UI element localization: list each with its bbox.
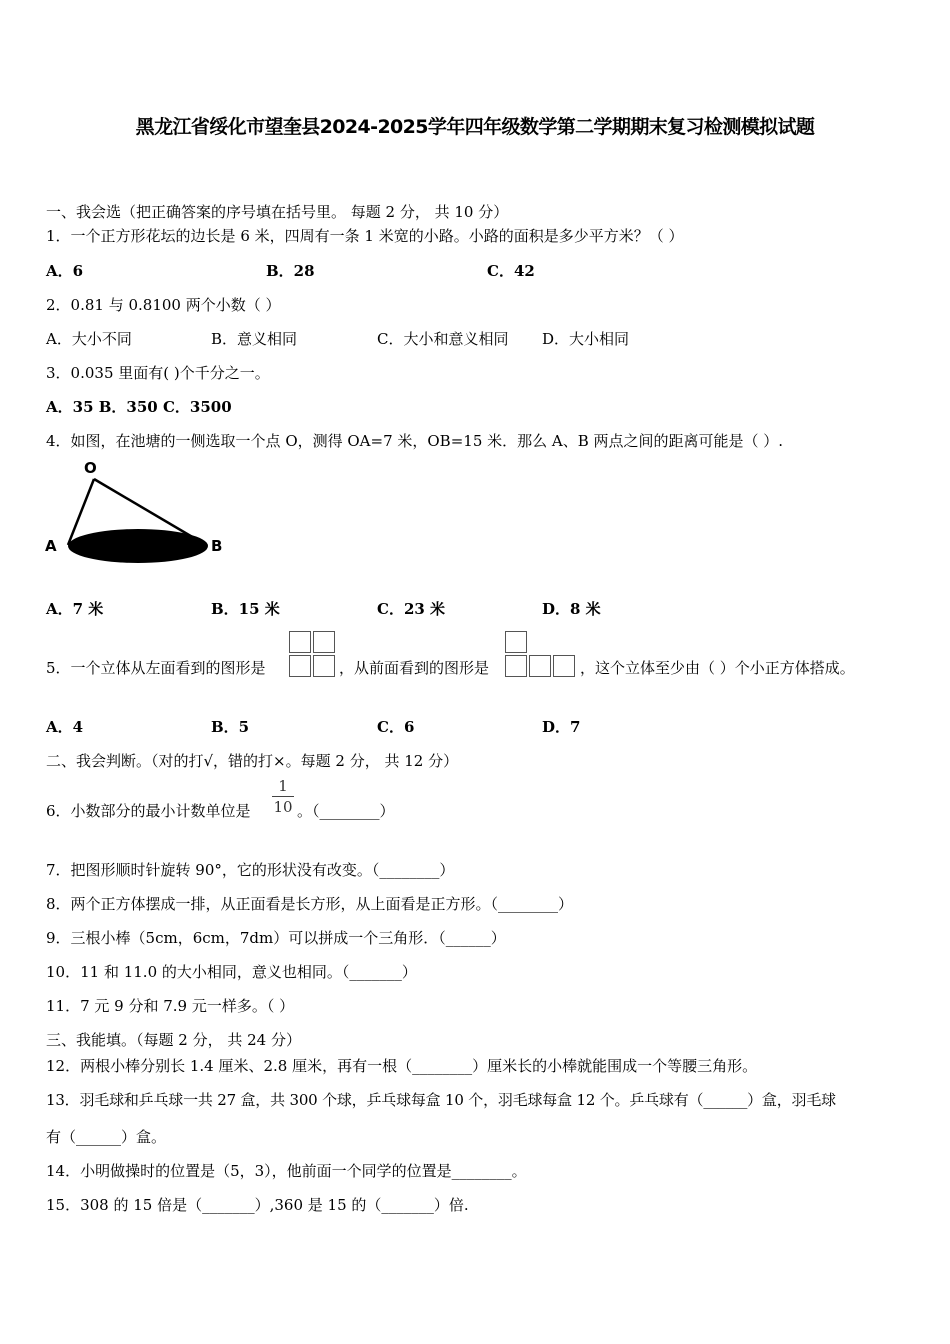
front-view-figure [505, 631, 579, 679]
q1-option-b: B．28 [266, 262, 315, 280]
section2-heading: 二、我会判断。（对的打√，错的打×。每题 2 分， 共 12 分） [46, 752, 459, 770]
point-b-label: B [211, 537, 223, 555]
q1-option-c: C．42 [487, 262, 535, 280]
q6-stem-part1: 6．小数部分的最小计数单位是 [46, 802, 251, 820]
q9-stem: 9．三根小棒（5cm，6cm，7dm）可以拼成一个三角形．（______） [46, 929, 506, 947]
q2-option-b: B．意义相同 [211, 330, 298, 348]
q5-option-d: D．7 [542, 718, 581, 736]
q3-options: A．35 B．350 C．3500 [46, 398, 232, 416]
q5-option-b: B．5 [211, 718, 250, 736]
cube-cell [289, 631, 311, 653]
cube-cell [505, 631, 527, 653]
q4-option-a: A．7 米 [46, 600, 104, 618]
q4-stem: 4．如图，在池塘的一侧选取一个点 O，测得 OA=7 米，OB=15 米．那么 A、B 两点之间的距离可能是（ ）. [46, 432, 784, 450]
fraction-numerator: 1 [278, 777, 288, 795]
q8-stem: 8．两个正方体摆成一排，从正面看是长方形，从上面看是正方形。（________） [46, 895, 574, 913]
q4-option-d: D．8 米 [542, 600, 601, 618]
point-o-label: O [84, 459, 97, 477]
cube-cell [553, 655, 575, 677]
section1-heading: 一、我会选（把正确答案的序号填在括号里。 每题 2 分， 共 10 分） [46, 203, 509, 221]
q10-stem: 10．11 和 11.0 的大小相同，意义也相同。（_______） [46, 963, 417, 981]
q2-option-a: A．大小不同 [46, 330, 132, 348]
fraction-denominator: 10 [273, 798, 293, 816]
left-view-figure [289, 631, 337, 679]
q4-option-c: C．23 米 [377, 600, 446, 618]
q5-option-c: C．6 [377, 718, 415, 736]
q1-option-a: A．6 [46, 262, 84, 280]
point-a-label: A [45, 537, 57, 555]
q5-stem-part3: ，这个立体至少由（ ）个小正方体搭成。 [580, 659, 855, 677]
q5-stem-part1: 5．一个立体从左面看到的图形是 [46, 659, 266, 677]
fraction-bar [272, 796, 294, 797]
cube-cell [505, 655, 527, 677]
cube-cell [313, 631, 335, 653]
q15-stem: 15．308 的 15 倍是（_______）,360 是 15 的（_______）倍. [46, 1196, 469, 1214]
q13-stem-line1: 13．羽毛球和乒乓球一共 27 盒，共 300 个球，乒乓球每盒 10 个，羽毛球每盒 12 个。乒乓球有（______）盒，羽毛球 [46, 1091, 836, 1109]
q1-stem: 1．一个正方形花坛的边长是 6 米，四周有一条 1 米宽的小路。小路的面积是多少平方米？（ ） [46, 227, 684, 245]
q7-stem: 7．把图形顺时针旋转 90°，它的形状没有改变。（________） [46, 861, 455, 879]
q5-option-a: A．4 [46, 718, 84, 736]
q3-stem: 3．0.035 里面有( )个千分之一。 [46, 364, 270, 382]
pond-figure [40, 455, 240, 565]
cube-cell [529, 655, 551, 677]
q2-stem: 2．0.81 与 0.8100 两个小数（ ） [46, 296, 281, 314]
q11-stem: 11．7 元 9 分和 7.9 元一样多。（ ） [46, 997, 295, 1015]
q2-option-c: C．大小和意义相同 [377, 330, 509, 348]
q14-stem: 14．小明做操时的位置是（5，3），他前面一个同学的位置是________。 [46, 1162, 527, 1180]
q12-stem: 12．两根小棒分别长 1.4 厘米、2.8 厘米，再有一根（________）厘米长的小棒就能围成一个等腰三角形。 [46, 1057, 758, 1075]
section3-heading: 三、我能填。（每题 2 分， 共 24 分） [46, 1031, 301, 1049]
q2-option-d: D．大小相同 [542, 330, 630, 348]
fraction-one-tenth [272, 778, 294, 815]
q4-option-b: B．15 米 [211, 600, 280, 618]
cube-cell [313, 655, 335, 677]
q6-stem-part2: 。（________） [297, 802, 395, 820]
cube-cell [289, 655, 311, 677]
pond-ellipse [68, 529, 208, 563]
page-title: 黑龙江省绥化市望奎县2024-2025学年四年级数学第二学期期末复习检测模拟试题 [135, 116, 815, 138]
q5-stem-part2: ，从前面看到的图形是 [339, 659, 490, 677]
q13-stem-line2: 有（______）盒。 [46, 1128, 167, 1146]
